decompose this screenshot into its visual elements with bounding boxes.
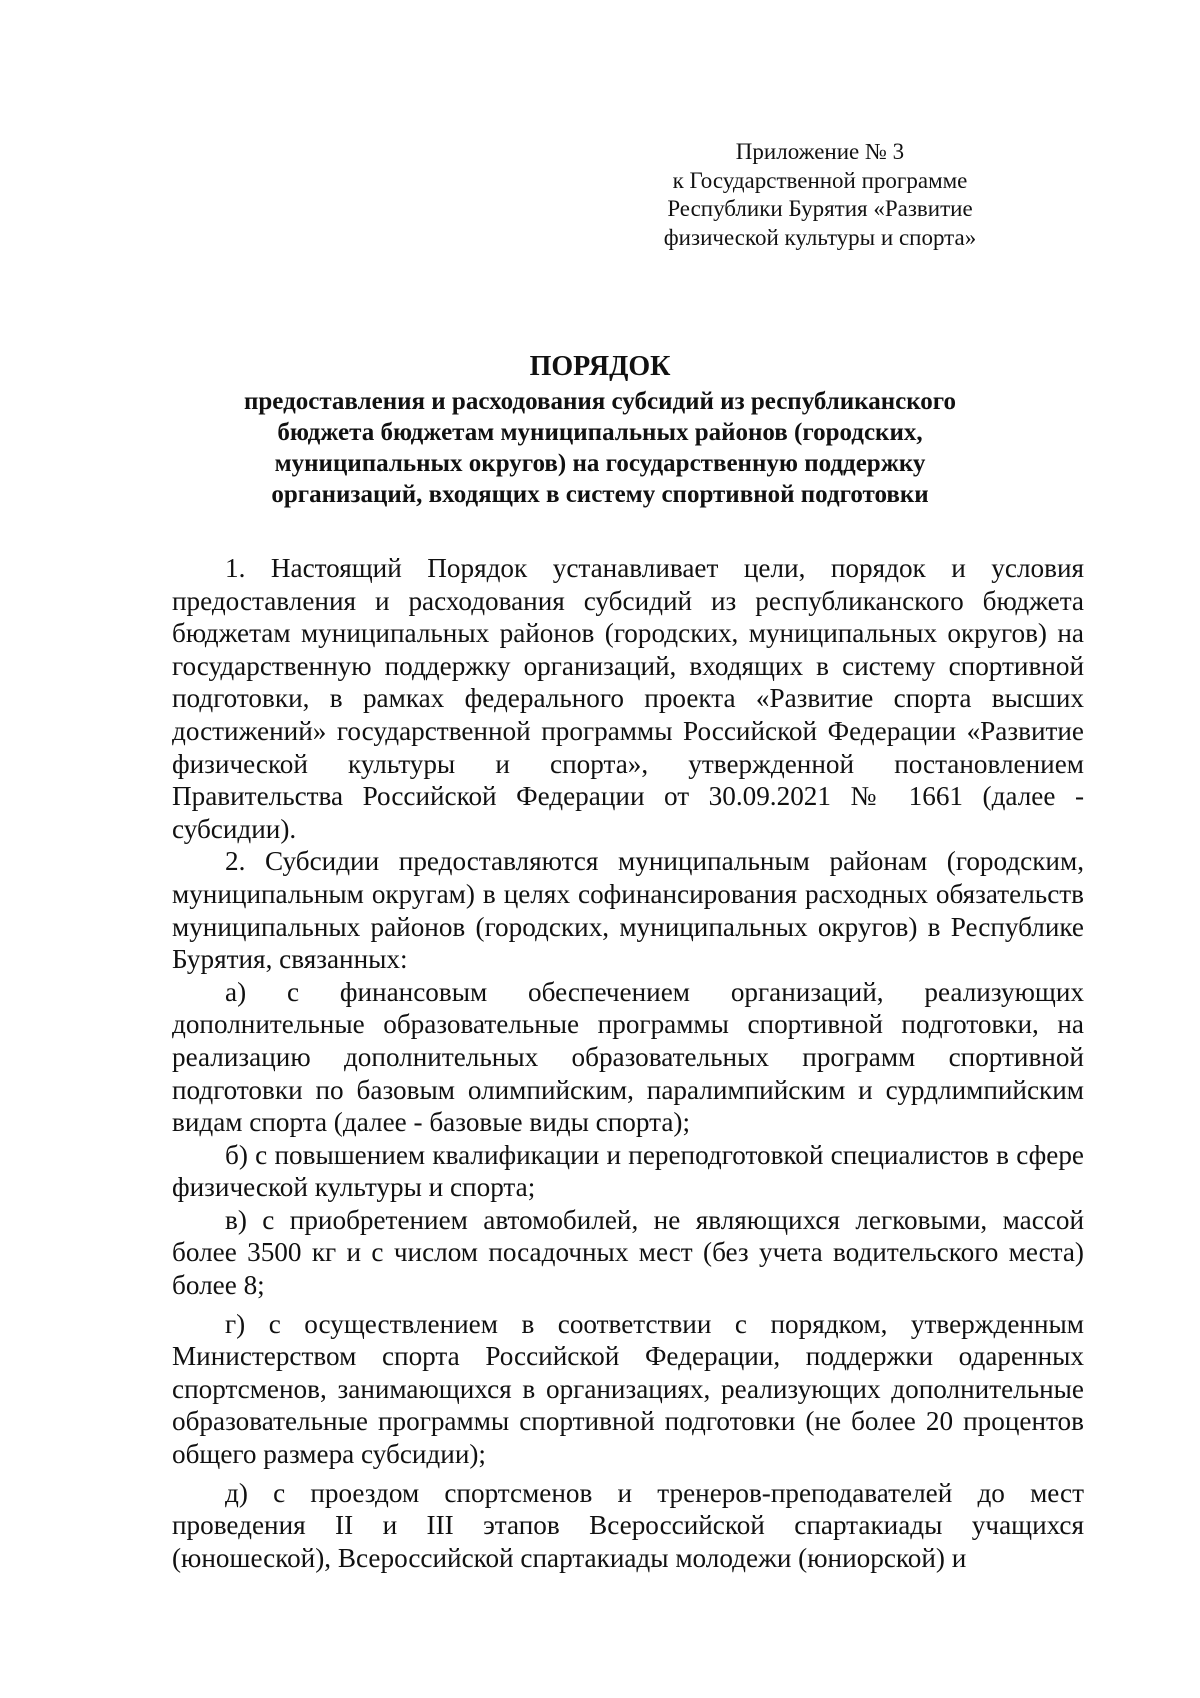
list-item-d: д) с проездом спортсменов и тренеров-преподавателей до мест проведения II и III этапов Всероссийской спартакиады учащихся (юношеской), Всероссийской спартакиады молодежи (юниорской) и (172, 1477, 1084, 1573)
paragraph-2: 2. Субсидии предоставляются муниципальным районам (городским, муниципальным округам) в целях софинансирования расходных обязательств муниципальных районов (городских, муниципальных округов) в Республике Бурятия, связанных: (172, 846, 1084, 975)
annex-line: физической культуры и спорта» (663, 224, 977, 250)
paragraph-1: 1. Настоящий Порядок устанавливает цели, порядок и условия предоставления и расходования субсидий из республиканского бюджета бюджетам муниципальных районов (городских, муниципальных округов) на государственную поддержку организаций, входящих в систему спортивной подготовки, в рамках федерального проекта «Развитие спорта высших достижений» государственной программы Российской Федерации «Развитие физической культуры и спорта», утвержденной постановлением Правительства Российской Федерации от 30.09.2021 № 1661 (далее - субсидии). (172, 553, 1084, 844)
subtitle-line: организаций, входящих в систему спортивной подготовки (271, 481, 929, 508)
annex-line: Республики Бурятия «Развитие (667, 196, 973, 221)
subtitle-line: муниципальных округов) на государственную поддержку (274, 450, 926, 477)
list-item-a: а) с финансовым обеспечением организаций, реализующих дополнительные образовательные программы спортивной подготовки, на реализацию дополнительных образовательных программ спортивной подготовки по базовым олимпийским, паралимпийским и сурдлимпийским видам спорта (далее - базовые виды спорта); (172, 976, 1084, 1138)
document-title (170, 350, 1030, 510)
list-item-b: б) с повышением квалификации и переподготовкой специалистов в сфере физической культуры и спорта; (172, 1139, 1084, 1203)
title-subtitle (170, 386, 1030, 510)
subtitle-line: предоставления и расходования субсидий из республиканского (244, 388, 956, 415)
title-heading: ПОРЯДОК (529, 351, 671, 382)
annex-reference (620, 138, 1020, 252)
annex-line: к Государственной программе (672, 167, 968, 193)
list-item-v: в) с приобретением автомобилей, не являющихся легковыми, массой более 3500 кг и с числом посадочных мест (без учета водительского места) более 8; (172, 1204, 1084, 1301)
document-body (172, 552, 1084, 1574)
subtitle-line: бюджета бюджетам муниципальных районов (городских, (277, 419, 923, 446)
annex-line: Приложение № 3 (735, 139, 905, 164)
list-item-g: г) с осуществлением в соответствии с порядком, утвержденным Министерством спорта Российской Федерации, поддержки одаренных спортсменов, занимающихся в организациях, реализующих дополнительные образовательные программы спортивной подготовки (не более 20 процентов общего размера субсидии); (172, 1308, 1084, 1470)
